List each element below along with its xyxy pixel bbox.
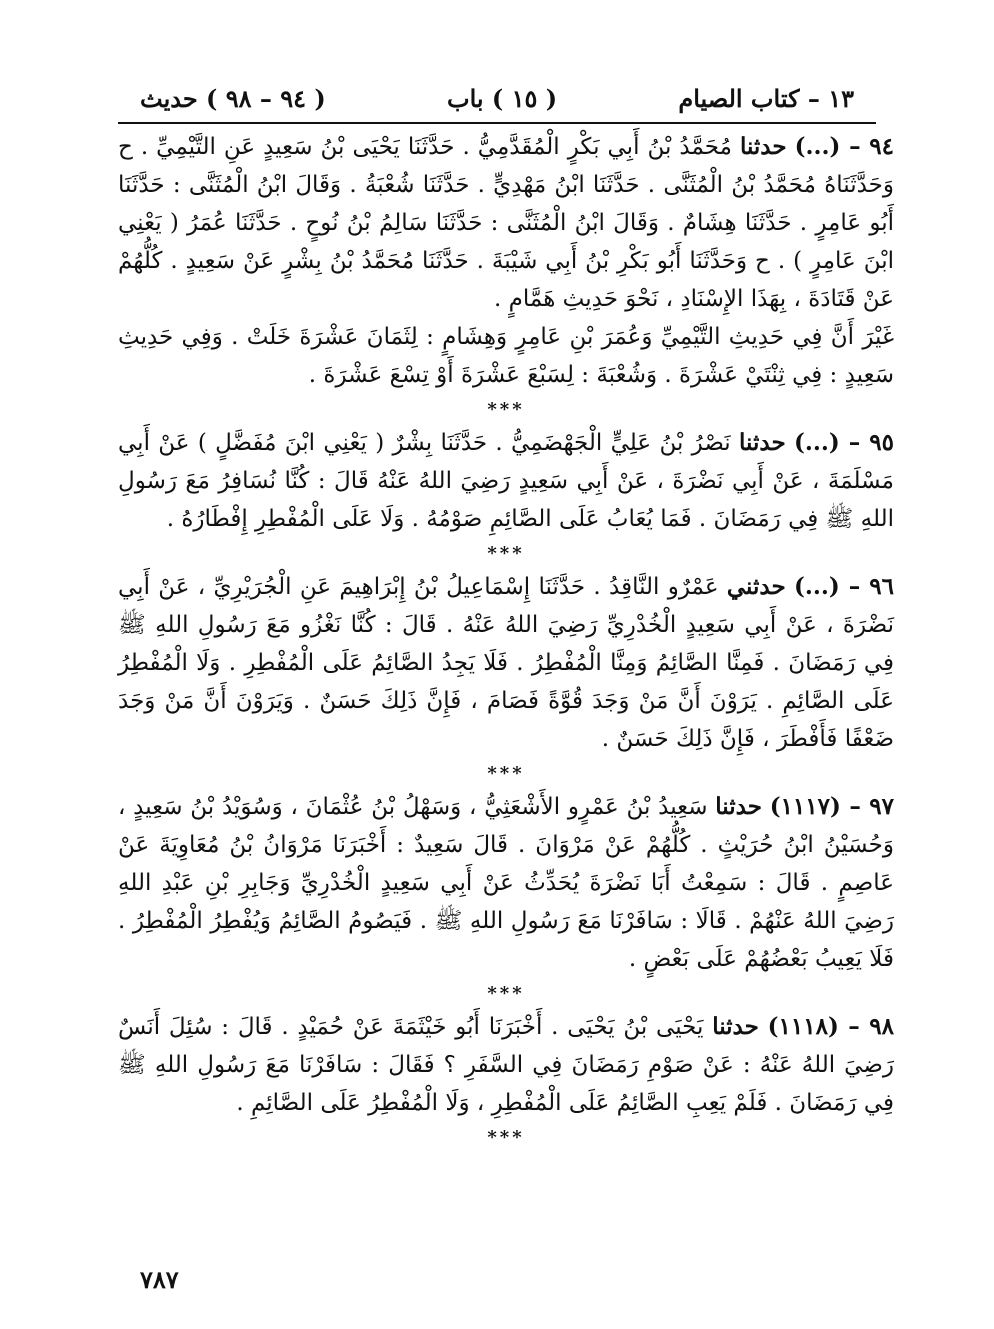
- hadith-94: [118, 128, 894, 394]
- hadith-text: [118, 128, 894, 318]
- separator: ***: [487, 399, 525, 420]
- hadith-body: يَحْيَى بْنُ يَحْيَى . أَخْبَرَنَا أَبُو خَيْثَمَةَ عَنْ حُمَيْدٍ . قَالَ : سُئِلَ أَنَسٌ رَضِيَ اللهُ عَنْهُ : عَنْ صَوْمِ رَمَضَانَ فِي السَّفَرِ ؟ فَقَالَ : سَافَرْنَا مَعَ رَسُولِ اللهِ ﷺ فِي رَمَضَانَ . فَلَمْ يَعِبِ الصَّائِمُ عَلَى الْمُفْطِرِ ، وَلَا الْمُفْطِرُ عَلَى الصَّائِمِ .: [118, 1014, 894, 1116]
- hadith-number: ٩٤ – (...): [794, 133, 895, 160]
- hadith-98: [118, 1008, 894, 1122]
- page-header: [140, 78, 854, 118]
- hadith-number: ٩٦ – (...): [794, 573, 895, 600]
- hadith-opening: حدثنا: [712, 1013, 759, 1040]
- separator: ***: [487, 763, 525, 784]
- hadith-note: غَيْرَ أَنَّ فِي حَدِيثِ التَّيْمِيِّ وَعُمَرَ بْنِ عَامِرٍ وَهِشَامٍ : لِثَمَانَ عَشْرَةَ خَلَتْ . وَفِي حَدِيثِ سَعِيدٍ : فِي ثِنْتَيْ عَشْرَةَ . وَشُعْبَةَ : لِسَبْعَ عَشْرَةَ أَوْ تِسْعَ عَشْرَةَ .: [118, 324, 894, 388]
- hadith-text: [118, 1008, 894, 1122]
- hadith-body: نَصْرُ بْنُ عَلِيٍّ الْجَهْضَمِيُّ . حَدَّثَنَا بِشْرٌ ( يَعْنِي ابْنَ مُفَضَّلٍ ) عَنْ أَبِي مَسْلَمَةَ ، عَنْ أَبِي نَضْرَةَ ، عَنْ أَبِي سَعِيدٍ رَضِيَ اللهُ عَنْهُ قَالَ : كُنَّا نُسَافِرُ مَعَ رَسُولِ اللهِ ﷺ فِي رَمَضَانَ . فَمَا يُعَابُ عَلَى الصَّائِمِ صَوْمُهُ . وَلَا عَلَى الْمُفْطِرِ إِفْطَارُهُ .: [118, 430, 894, 532]
- hadith-body: مُحَمَّدُ بْنُ أَبِي بَكْرٍ الْمُقَدَّمِيُّ . حَدَّثَنَا يَحْيَى بْنُ سَعِيدٍ عَنِ التَّيْمِيِّ . ح وَحَدَّثَنَاهُ مُحَمَّدُ بْنُ الْمُثَنَّى . حَدَّثَنَا ابْنُ مَهْدِيٍّ . حَدَّثَنَا شُعْبَةُ . وَقَالَ ابْنُ الْمُثَنَّى : حَدَّثَنَا أَبُو عَامِرٍ . حَدَّثَنَا هِشَامٌ . وَقَالَ ابْنُ الْمُثَنَّى : حَدَّثَنَا سَالِمُ بْنُ نُوحٍ . حَدَّثَنَا عُمَرُ ( يَعْنِي ابْنَ عَامِرٍ ) . ح وَحَدَّثَنَا أَبُو بَكْرِ بْنُ أَبِي شَيْبَةَ . حَدَّثَنَا مُحَمَّدُ بْنُ بِشْرٍ عَنْ سَعِيدٍ . كُلُّهُمْ عَنْ قَتَادَةَ ، بِهَذَا الإِسْنَادِ ، نَحْوَ حَدِيثِ هَمَّامٍ .: [118, 134, 894, 312]
- hadith-text: [118, 424, 894, 538]
- separator: ***: [487, 1127, 525, 1148]
- page-number: ٧٨٧: [140, 1265, 179, 1294]
- hadith-body: عَمْرٌو النَّاقِدُ . حَدَّثَنَا إِسْمَاعِيلُ بْنُ إِبْرَاهِيمَ عَنِ الْجُرَيْرِيِّ ، عَنْ أَبِي نَضْرَةَ ، عَنْ أَبِي سَعِيدٍ الْخُدْرِيِّ رَضِيَ اللهُ عَنْهُ . قَالَ : كُنَّا نَغْزُو مَعَ رَسُولِ اللهِ ﷺ فِي رَمَضَانَ . فَمِنَّا الصَّائِمُ وَمِنَّا الْمُفْطِرُ . فَلَا يَجِدُ الصَّائِمُ عَلَى الْمُفْطِرِ . وَلَا الْمُفْطِرُ عَلَى الصَّائِمِ . يَرَوْنَ أَنَّ مَنْ وَجَدَ قُوَّةً فَصَامَ ، فَإِنَّ ذَلِكَ حَسَنٌ . وَيَرَوْنَ أَنَّ مَنْ وَجَدَ ضَعْفًا فَأَفْطَرَ ، فَإِنَّ ذَلِكَ حَسَنٌ .: [118, 574, 894, 752]
- hadith-opening: حدثني: [726, 573, 786, 600]
- separator: ***: [487, 983, 525, 1004]
- hadith-opening: حدثنا: [715, 793, 762, 820]
- header-chapter: ١٣ – كتاب الصيام: [678, 83, 854, 113]
- hadith-text: [118, 788, 894, 978]
- hadith-95: [118, 424, 894, 538]
- header-section: ( ١٥ ) باب: [446, 83, 558, 113]
- hadith-number: ٩٥ – (...): [793, 429, 894, 456]
- hadith-opening: حدثنا: [739, 133, 787, 160]
- separator: ***: [487, 543, 525, 564]
- hadith-text: [118, 568, 894, 758]
- hadith-number: ٩٧ – (١١١٧): [769, 793, 894, 820]
- hadith-opening: حدثنا: [739, 429, 786, 456]
- page-body: [118, 128, 894, 1152]
- hadith-number: ٩٨ – (١١١٨): [767, 1013, 894, 1040]
- header-divider: [118, 122, 876, 124]
- header-hadith-range: ( ٩٤ – ٩٨ ) حديث: [140, 83, 326, 113]
- hadith-97: [118, 788, 894, 978]
- hadith-body: سَعِيدُ بْنُ عَمْرٍو الأَشْعَثِيُّ ، وَسَهْلُ بْنُ عُثْمَانَ ، وَسُوَيْدُ بْنُ سَعِيدٍ ، وَحُسَيْنُ ابْنُ حُرَيْثٍ . كُلُّهُمْ عَنْ مَرْوَانَ . قَالَ سَعِيدٌ : أَخْبَرَنَا مَرْوَانُ بْنُ مُعَاوِيَةَ عَنْ عَاصِمٍ . قَالَ : سَمِعْتُ أَبَا نَضْرَةَ يُحَدِّثُ عَنْ أَبِي سَعِيدٍ الْخُدْرِيِّ وَجَابِرِ بْنِ عَبْدِ اللهِ رَضِيَ اللهُ عَنْهُمْ . قَالَا : سَافَرْنَا مَعَ رَسُولِ اللهِ ﷺ . فَيَصُومُ الصَّائِمُ وَيُفْطِرُ الْمُفْطِرُ . فَلَا يَعِيبُ بَعْضُهُمْ عَلَى بَعْضٍ .: [118, 794, 894, 972]
- hadith-96: [118, 568, 894, 758]
